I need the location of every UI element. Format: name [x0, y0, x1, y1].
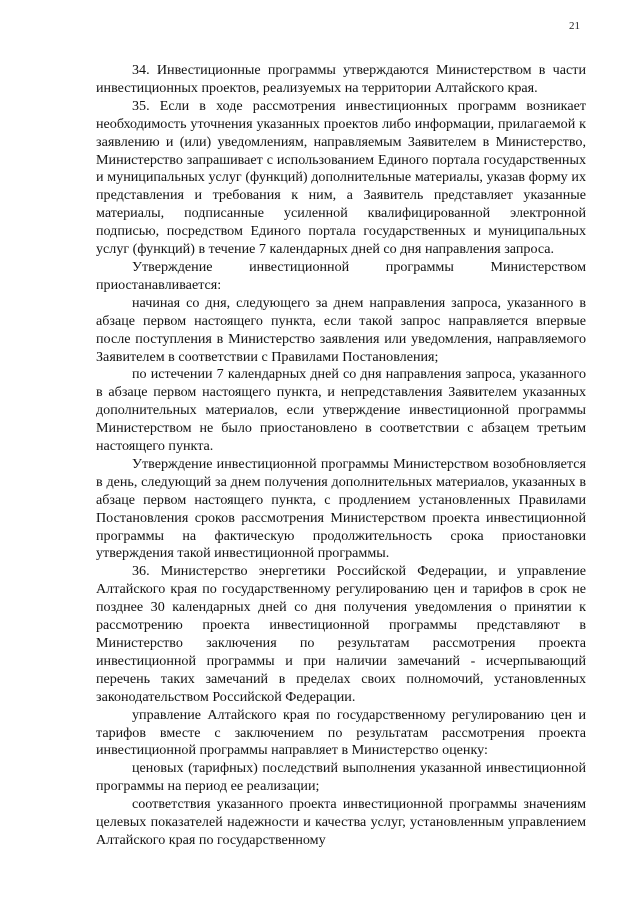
paragraph-target-indicators: соответствия указанного проекта инвестиционной программы значениям целевых показателей надежности и качества услуг, установленным управлением Алтайского края по государственному	[96, 796, 586, 848]
paragraph-suspension-case-1: начиная со дня, следующего за днем направления запроса, указанного в абзаце первом настоящего пункта, если такой запрос направляется впервые после поступления в Министерство заявления или уведомления, направляемого Заявителем в соответствии с Правилами Постановления;	[96, 294, 586, 365]
paragraph-tariff-consequences: ценовых (тарифных) последствий выполнения указанной инвестиционной программы на период ее реализации;	[96, 760, 586, 795]
paragraph-suspension-intro: Утверждение инвестиционной программы Министерством приостанавливается:	[96, 258, 586, 293]
paragraph-35: 35. Если в ходе рассмотрения инвестиционных программ возникает необходимость уточнения указанных проектов либо информации, прилагаемой к заявлению и (или) уведомлениям, направляемым Заявителем в Министерство, Министерство запрашивает с использованием Единого портала государственных и муниципальных услуг (функций) дополнительные материалы, указав форму их представления и требования к ним, а Заявитель представляет указанные материалы, подписанные усиленной квалифицированной электронной подписью, посредством Единого портала государственных и муниципальных услуг (функций) в течение 7 календарных дней со дня направления запроса.	[96, 97, 586, 258]
paragraph-34: 34. Инвестиционные программы утверждаются Министерством в части инвестиционных проектов, реализуемых на территории Алтайского края.	[96, 62, 586, 96]
page-number: 21	[569, 20, 580, 32]
document-body	[96, 62, 586, 850]
paragraph-suspension-case-2: по истечении 7 календарных дней со дня направления запроса, указанного в абзаце первом настоящего пункта, и непредставления Заявителем указанных дополнительных материалов, если утверждение инвестиционной программы Министерством не было приостановлено в соответствии с абзацем третьим настоящего пункта.	[96, 366, 586, 455]
paragraph-resumption: Утверждение инвестиционной программы Министерством возобновляется в день, следующий за днем получения дополнительных материалов, указанных в абзаце первом настоящего пункта, с продлением установленных Правилами Постановления сроков рассмотрения Министерством проекта инвестиционной программы на фактическую продолжительность срока приостановки утверждения такой инвестиционной программы.	[96, 455, 586, 562]
paragraph-tariff-assessment-intro: управление Алтайского края по государственному регулированию цен и тарифов вместе с заключением по результатам рассмотрения проекта инвестиционной программы направляет в Министерство оценку:	[96, 706, 586, 759]
paragraph-36: 36. Министерство энергетики Российской Федерации, и управление Алтайского края по государственному регулированию цен и тарифов в срок не позднее 30 календарных дней со дня получения уведомления о принятии к рассмотрению проекта инвестиционной программы представляют в Министерство заключения по результатам рассмотрения проекта инвестиционной программы и при наличии замечаний - исчерпывающий перечень таких замечаний в пределах своих полномочий, установленных законодательством Российской Федерации.	[96, 563, 586, 705]
